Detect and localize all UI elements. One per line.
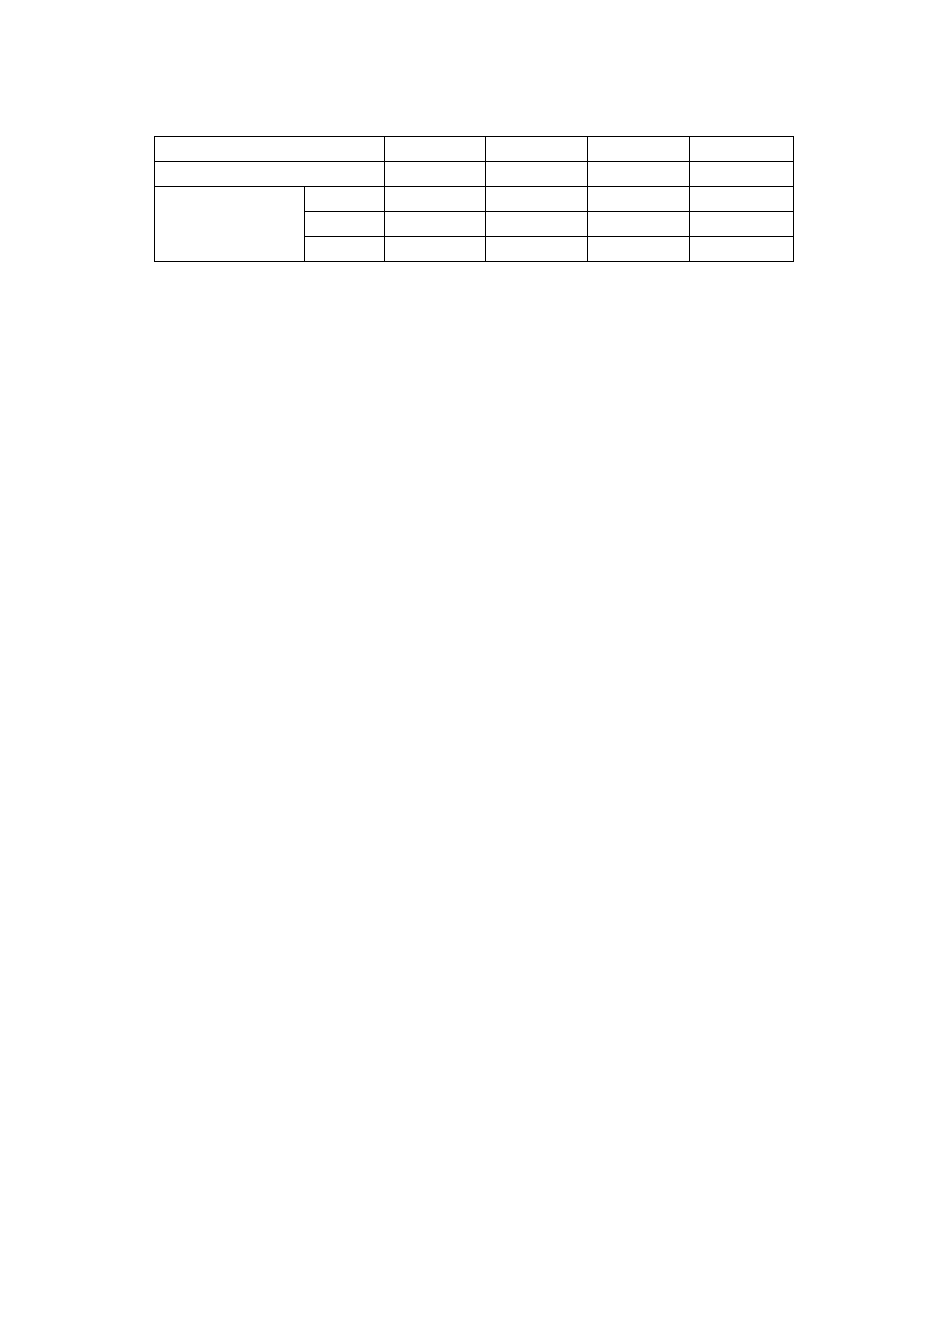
table-cell bbox=[384, 162, 486, 187]
table-cell bbox=[588, 162, 690, 187]
scheme-name bbox=[304, 187, 384, 212]
table-cell bbox=[690, 237, 794, 262]
table-cell bbox=[486, 187, 588, 212]
table-header-row bbox=[155, 137, 794, 162]
table-cell bbox=[384, 187, 486, 212]
row-label bbox=[155, 162, 385, 187]
function-score-table bbox=[154, 136, 794, 262]
table-cell bbox=[588, 212, 690, 237]
table-cell bbox=[690, 187, 794, 212]
weight-row bbox=[155, 162, 794, 187]
header-cell bbox=[486, 137, 588, 162]
document-page bbox=[144, 124, 812, 262]
table-cell bbox=[486, 162, 588, 187]
table-cell bbox=[588, 237, 690, 262]
score-row-a bbox=[155, 187, 794, 212]
header-cell bbox=[690, 137, 794, 162]
header-cell bbox=[588, 137, 690, 162]
header-cell bbox=[155, 137, 385, 162]
table-cell bbox=[486, 237, 588, 262]
scheme-name bbox=[304, 212, 384, 237]
table-cell bbox=[588, 187, 690, 212]
scheme-name bbox=[304, 237, 384, 262]
table-cell bbox=[384, 212, 486, 237]
score-group-label bbox=[155, 187, 305, 262]
table-cell bbox=[690, 162, 794, 187]
table-cell bbox=[690, 212, 794, 237]
header-cell bbox=[384, 137, 486, 162]
table-cell bbox=[486, 212, 588, 237]
table-cell bbox=[384, 237, 486, 262]
